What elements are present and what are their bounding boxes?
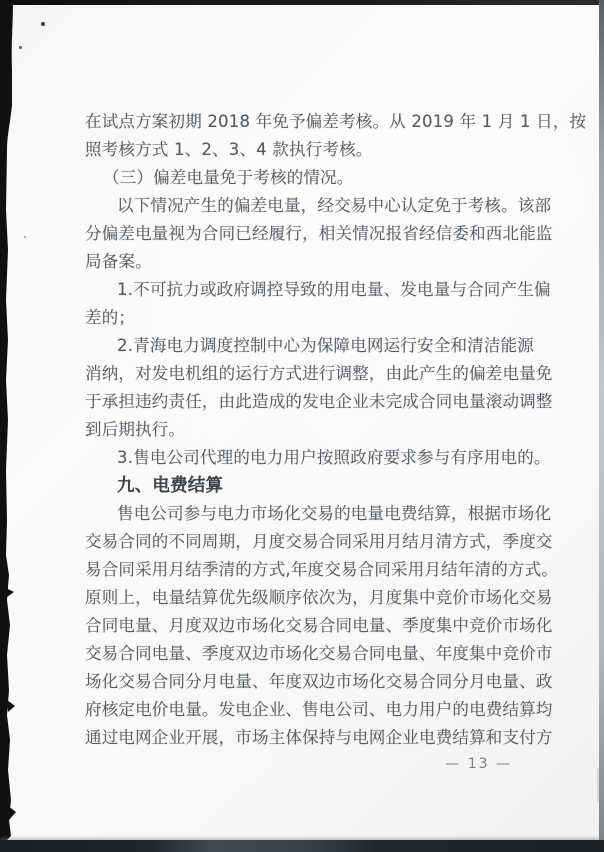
text-line: 府核定电价电量。发电企业、售电公司、电力用户的电费结算均	[85, 700, 553, 719]
scan-speck	[24, 236, 26, 238]
text-line: 原则上，电量结算优先级顺序依次为，月度集中竞价市场化交易	[85, 588, 553, 607]
text-line: 3.售电公司代理的电力用户按照政府要求参与有序用电的。	[117, 448, 551, 467]
text-line: 通过电网企业开展，市场主体保持与电网企业电费结算和支付方	[85, 728, 553, 747]
text-line: 局备案。	[85, 252, 152, 271]
scan-edge-right	[599, 0, 604, 852]
scan-edge-left	[0, 0, 16, 852]
scan-edge-bottom	[0, 840, 604, 852]
text-line: 2.青海电力调度控制中心为保障电网运行安全和清洁能源	[117, 336, 534, 355]
text-line: 交易合同的不同周期，月度交易合同采用月结月清方式，季度交	[85, 532, 553, 551]
text-line: 场化交易合同分月电量、年度双边市场化交易合同分月电量、政	[85, 672, 553, 691]
text-line: 合同电量、月度双边市场化交易合同电量、季度集中竞价市场化	[85, 616, 553, 635]
text-line: 在试点方案初期 2018 年免予偏差考核。从 2019 年 1 月 1 日，按	[85, 112, 587, 131]
text-line: 分偏差电量视为合同已经履行，相关情况报省经信委和西北能监	[85, 224, 553, 243]
scan-speck	[41, 22, 45, 26]
text-line: 于承担违约责任，由此造成的发电企业未完成合同电量滚动调整	[85, 392, 553, 411]
text-line: 交易合同电量、季度双边市场化交易合同电量、年度集中竞价市	[85, 644, 553, 663]
scan-scratch	[597, 768, 599, 802]
page-number: — 13 —	[445, 756, 512, 772]
text-line: 照考核方式 1、2、3、4 款执行考核。	[85, 140, 373, 159]
text-line: 售电公司参与电力市场化交易的电量电费结算，根据市场化	[117, 504, 552, 523]
section-heading: 九、电费结算	[117, 476, 224, 496]
text-line: 差的；	[85, 308, 136, 327]
scan-edge-top	[0, 0, 604, 5]
text-line: 消纳，对发电机组的运行方式进行调整，由此产生的偏差电量免	[85, 364, 553, 383]
text-line: （三）偏差电量免于考核的情况。	[103, 168, 354, 187]
text-line: 以下情况产生的偏差电量，经交易中心认定免于考核。该部	[117, 196, 552, 215]
text-line: 易合同采用月结季清的方式,年度交易合同采用月结年清的方式。	[85, 560, 559, 579]
text-line: 到后期执行。	[85, 420, 186, 439]
scan-speck	[19, 46, 22, 49]
document-text-block	[85, 108, 587, 752]
text-line: 1.不可抗力或政府调控导致的用电量、发电量与合同产生偏	[117, 280, 551, 299]
